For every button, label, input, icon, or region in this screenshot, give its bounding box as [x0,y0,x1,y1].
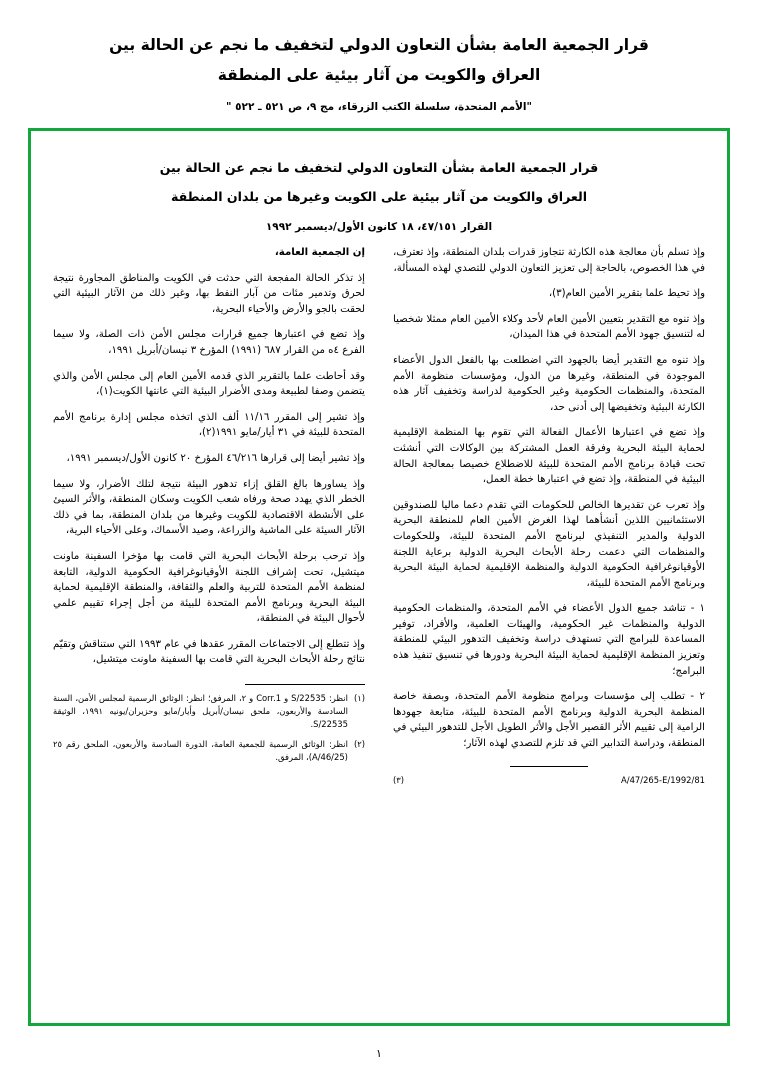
left-text-column [393,245,705,785]
paragraph: وإذ تنوه مع التقدير أيضا بالجهود التي اضطلعت بها بالفعل الدول الأعضاء الموجودة في المنطقة، وغيرها من الدول، ومؤسسات منظومة الأمم المتحدة، والمنظمات الحكومية وغير الحكومية لدراسة وتخفيف آثار هذه الكارثة البيئية وتخفيضها إلى أدنى حد، [393,354,705,413]
document-title-line-1: قرار الجمعية العامة بشأن التعاون الدولي لتخفيف ما نجم عن الحالة بين [109,36,649,54]
page-number: ١ [376,1047,382,1060]
paragraph: وإذ تنوه مع التقدير بتعيين الأمين العام لأحد وكلاء الأمين العام ممثلا شخصيا له لتنسيق جهود الأمم المتحدة في هذا الميدان، [393,313,705,341]
paragraph: وإذ يساورها بالغ القلق إزاء تدهور البيئة نتيجة لتلك الأضرار، ولا سيما الخطر الذي يهدد صحة ورفاه شعب الكويت وسكان المنطقة، والأثر السيئ على الأنشطة الاقتصادية للكويت وغيرها من بلدان المنطقة، بما في ذلك الآثار السيئة على الماشية والزراعة، وصيد الأسماك، وعلى الأحياء البرية، [53,478,365,537]
document-header [0,0,758,115]
two-column-body [53,245,705,785]
numbered-paragraph-2 [393,689,705,751]
resolution-title-line-1: قرار الجمعية العامة بشأن التعاون الدولي لتخفيف ما نجم عن الحالة بين [159,160,599,175]
paragraph: وإذ تشير أيضا إلى قرارها ٤٦/٢١٦ المؤرخ ٢٠ كانون الأول/ديسمبر ١٩٩١، [66,452,365,464]
paragraph: وإذ تضع في اعتبارها الأعمال الفعالة التي تقوم بها المنظمة الإقليمية لحماية البيئة البحرية وفرقة العمل المشتركة بين الوكالات التي أنشئت تحت قيادة برنامج الأمم المتحدة للبيئة للاضطلاع خصيصا بمعالجة الحالة البيئية في المنطقة، وإذ تضع في اعتبارها خطة العمل، [393,427,705,486]
paragraph: وإذ تحيط علما بتقرير الأمين العام(٣)، [548,288,705,300]
footnote-divider [245,684,365,685]
footnote-marker: (٢) [353,739,365,750]
paragraph: إذ تذكر الحالة المفجعة التي حدثت في الكويت والمناطق المجاورة نتيجة لحرق وتدمير مئات من آبار النفط بها، وغير ذلك من الآثار البيئية التي لحقت بالجو والأرض والأحياء البحرية، [53,272,365,315]
footnote-marker-3: (٣) [393,774,405,785]
right-text-column [53,245,365,785]
footnotes-block [53,684,365,764]
numbered-paragraph-1 [393,601,705,679]
footnote-item [53,738,365,764]
paragraph: وإذ تعرب عن تقديرها الخالص للحكومات التي تقدم دعما ماليا للصندوقين الاستئمانيين اللذين أنشأهما لهذا الغرض الأمين العام للمنطقة البحرية الدولية والمدير التنفيذي لبرنامج الأمم المتحدة للبيئة، وللحكومات والمنظمات التي دعمت رحلة الأبحاث البحرية الدولية برعاية اللجنة الأوقيانوغرافية الحكومية الدولية والمنظمة الإقليمية لحماية البيئة البحرية وبرنامج الأمم المتحدة للبيئة، [393,499,705,589]
resolution-reference-line: القرار ٤٧/١٥١، ١٨ كانون الأول/ديسمبر ١٩٩٢ [265,221,493,233]
footer-divider [510,766,588,767]
numbered-paragraph-2-number: ٢ - [690,691,705,703]
paragraph: وقد أحاطت علما بالتقرير الذي قدمه الأمين العام إلى مجلس الأمن والذي يتضمن وصفا لطبيعة ومدى الأضرار البيئية التي عانتها الكويت(١)، [53,370,365,398]
preamble-lead: إن الجمعية العامة، [274,247,365,258]
paragraph: وإذ تسلم بأن معالجة هذه الكارثة تتجاوز قدرات بلدان المنطقة، وإذ تعترف، في هذا الخصوص، بالحاجة إلى تعزيز التعاون الدولي للتصدي لهذه المسألة، [393,247,705,274]
footnote-item [53,692,365,731]
green-bordered-content-frame [28,128,730,1026]
footnote-marker: (١) [353,693,365,704]
paragraph: وإذ تشير إلى المقرر ١١/١٦ ألف الذي اتخذه مجلس إدارة برنامج الأمم المتحدة للبيئة في ٣١ أيار/مايو ١٩٩١(٢)، [53,411,365,439]
paragraph: وإذ ترحب برحلة الأبحاث البحرية التي قامت بها مؤخرا السفينة ماونت ميتشيل، تحت إشراف اللجنة الأوقيانوغرافية الحكومية الدولية، التابعة لمنظمة الأمم المتحدة للتربية والعلم والثقافة، والمنطقة الإقليمية لحماية البيئة البحرية وبرنامج الأمم المتحدة للبيئة من أجل إجراء تقييم علمي لأحوال البيئة في المنطقة، [53,550,365,625]
resolution-title-line-2: العراق والكويت من آثار بيئية على الكويت وغيرها من بلدان المنطقة [170,189,588,204]
numbered-paragraph-1-text: تناشد جميع الدول الأعضاء في الأمم المتحدة، والمنظمات الحكومية الدولية والمنظمات غير الحكومية، والهيئات العلمية، والأفراد، توفير المساعدة للبرامج التي تستهدف دراسة وتخفيف التدهور البيئي للمنطقة وتعزيز المنظمة الإقليمية لحماية البيئة البحرية ودورها في تنسيق تنفيذ هذه البرامج؛ [393,603,705,677]
document-source-note: "الأمم المتحدة، سلسلة الكتب الزرقاء، مج ٩، ص ٥٢١ ـ ٥٢٢ " [226,101,532,113]
left-column-footer [393,766,705,785]
footnote-text: انظر: الوثائق الرسمية للجمعية العامة، الدورة السادسة والأربعون، الملحق رقم ٢٥ (A/46/25)، المرفق. [53,739,348,763]
footer-document-symbol: A/47/265-E/1992/81 [621,774,705,785]
document-title-line-2: العراق والكويت من آثار بيئية على المنطقة [217,66,541,84]
paragraph: وإذ تضع في اعتبارها جميع قرارات مجلس الأمن ذات الصلة، ولا سيما الفرع ٤ه من القرار ٦٨٧ (١٩٩١) المؤرخ ٣ نيسان/أبريل ١٩٩١، [53,329,365,356]
paragraph: وإذ تتطلع إلى الاجتماعات المقرر عقدها في عام ١٩٩٣ التي ستناقش وتقيّم نتائج رحلة الأبحاث البحرية التي قامت بها السفينة ماونت ميتشيل، [53,638,365,666]
footnote-text: انظر: S/22535 و Corr.1 و ٢، المرفق؛ انظر: الوثائق الرسمية لمجلس الأمن، السنة السادسة والأربعون، ملحق نيسان/أبريل وأيار/مايو وحزيران/يونيه ١٩٩١، الوثيقة S/22535. [53,693,348,730]
numbered-paragraph-2-text: تطلب إلى مؤسسات وبرامج منظومة الأمم المتحدة، وبصفة خاصة المنظمة البحرية الدولية وبرنامج الأمم المتحدة للبيئة، متابعة جهودها الرامية إلى تقييم الأثر القصير الأجل والأثر الطويل الأجل للتدهور البيئي في المنطقة، ودراسة التدابير التي قد تلزم للتصدي لهذه الآثار؛ [393,691,705,750]
numbered-paragraph-1-number: ١ - [690,603,705,615]
